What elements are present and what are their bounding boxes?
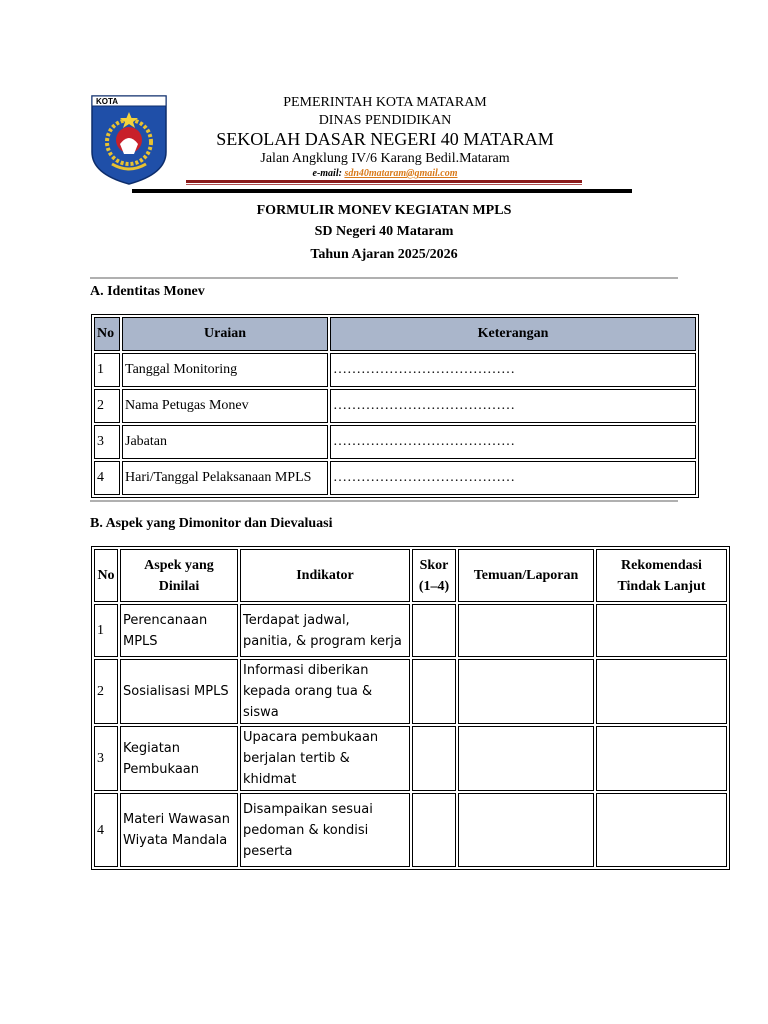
recommendation-field[interactable] [596, 793, 727, 867]
table-header-row [94, 549, 727, 602]
section-b-heading: B. Aspek yang Dimonitor dan Dievaluasi [90, 516, 333, 531]
findings-field[interactable] [458, 659, 594, 724]
email-link[interactable]: sdn40mataram@gmail.com [344, 168, 458, 179]
findings-field[interactable] [458, 726, 594, 791]
score-field[interactable] [412, 659, 456, 724]
header-rule-black [132, 189, 632, 193]
row-keterangan-field[interactable]: ………………………………… [330, 389, 696, 423]
row-keterangan-field[interactable]: ………………………………… [330, 353, 696, 387]
findings-field[interactable] [458, 604, 594, 657]
recommendation-field[interactable] [596, 659, 727, 724]
header-government: PEMERINTAH KOTA MATARAM [283, 95, 487, 110]
row-uraian: Hari/Tanggal Pelaksanaan MPLS [122, 461, 328, 495]
header-rule-red-thin [186, 184, 582, 185]
row-uraian: Nama Petugas Monev [122, 389, 328, 423]
row-no: 3 [94, 425, 120, 459]
table-row [94, 604, 727, 657]
row-no: 3 [94, 726, 118, 791]
divider [90, 277, 678, 279]
col-indikator: Indikator [240, 549, 410, 602]
row-aspek: Sosialisasi MPLS [120, 659, 238, 724]
row-indikator: Upacara pembukaan berjalan tertib & khidmat [240, 726, 410, 791]
row-no: 2 [94, 659, 118, 724]
row-uraian: Tanggal Monitoring [122, 353, 328, 387]
row-keterangan-field[interactable]: ………………………………… [330, 461, 696, 495]
score-field[interactable] [412, 726, 456, 791]
header-address: Jalan Angklung IV/6 Karang Bedil.Mataram [260, 151, 510, 166]
score-field[interactable] [412, 793, 456, 867]
row-aspek: Kegiatan Pembukaan [120, 726, 238, 791]
col-rekomendasi: Rekomendasi Tindak Lanjut [596, 549, 727, 602]
table-row [94, 793, 727, 867]
table-row [94, 353, 696, 387]
header-rule-red [186, 180, 582, 183]
row-uraian: Jabatan [122, 425, 328, 459]
logo-text: KOTA [96, 97, 119, 106]
col-no: No [94, 317, 120, 351]
header-school-name: SEKOLAH DASAR NEGERI 40 MATARAM [216, 129, 554, 149]
row-no: 1 [94, 604, 118, 657]
table-row [94, 659, 727, 724]
table-header-row [94, 317, 696, 351]
table-row [94, 389, 696, 423]
header-department: DINAS PENDIDIKAN [318, 113, 452, 128]
evaluation-table [91, 546, 730, 870]
col-aspek: Aspek yang Dinilai [120, 549, 238, 602]
col-no: No [94, 549, 118, 602]
email-label: e-mail: [312, 168, 342, 179]
table-row [94, 726, 727, 791]
row-no: 4 [94, 461, 120, 495]
city-emblem-logo [90, 94, 168, 186]
form-year: Tahun Ajaran 2025/2026 [310, 247, 458, 262]
score-field[interactable] [412, 604, 456, 657]
recommendation-field[interactable] [596, 604, 727, 657]
col-keterangan: Keterangan [330, 317, 696, 351]
row-indikator: Disampaikan sesuai pedoman & kondisi peserta [240, 793, 410, 867]
identity-table [91, 314, 699, 498]
row-indikator: Informasi diberikan kepada orang tua & siswa [240, 659, 410, 724]
recommendation-field[interactable] [596, 726, 727, 791]
section-a-heading: A. Identitas Monev [90, 284, 205, 299]
table-row [94, 425, 696, 459]
col-temuan: Temuan/Laporan [458, 549, 594, 602]
table-row [94, 461, 696, 495]
row-no: 2 [94, 389, 120, 423]
findings-field[interactable] [458, 793, 594, 867]
header-email-line [200, 168, 570, 179]
row-keterangan-field[interactable]: ………………………………… [330, 425, 696, 459]
row-aspek: Materi Wawasan Wiyata Mandala [120, 793, 238, 867]
col-uraian: Uraian [122, 317, 328, 351]
form-title: FORMULIR MONEV KEGIATAN MPLS [256, 203, 512, 218]
col-skor: Skor (1–4) [412, 549, 456, 602]
row-no: 1 [94, 353, 120, 387]
divider [90, 500, 678, 502]
row-indikator: Terdapat jadwal, panitia, & program kerja [240, 604, 410, 657]
row-no: 4 [94, 793, 118, 867]
form-school: SD Negeri 40 Mataram [314, 224, 454, 239]
row-aspek: Perencanaan MPLS [120, 604, 238, 657]
